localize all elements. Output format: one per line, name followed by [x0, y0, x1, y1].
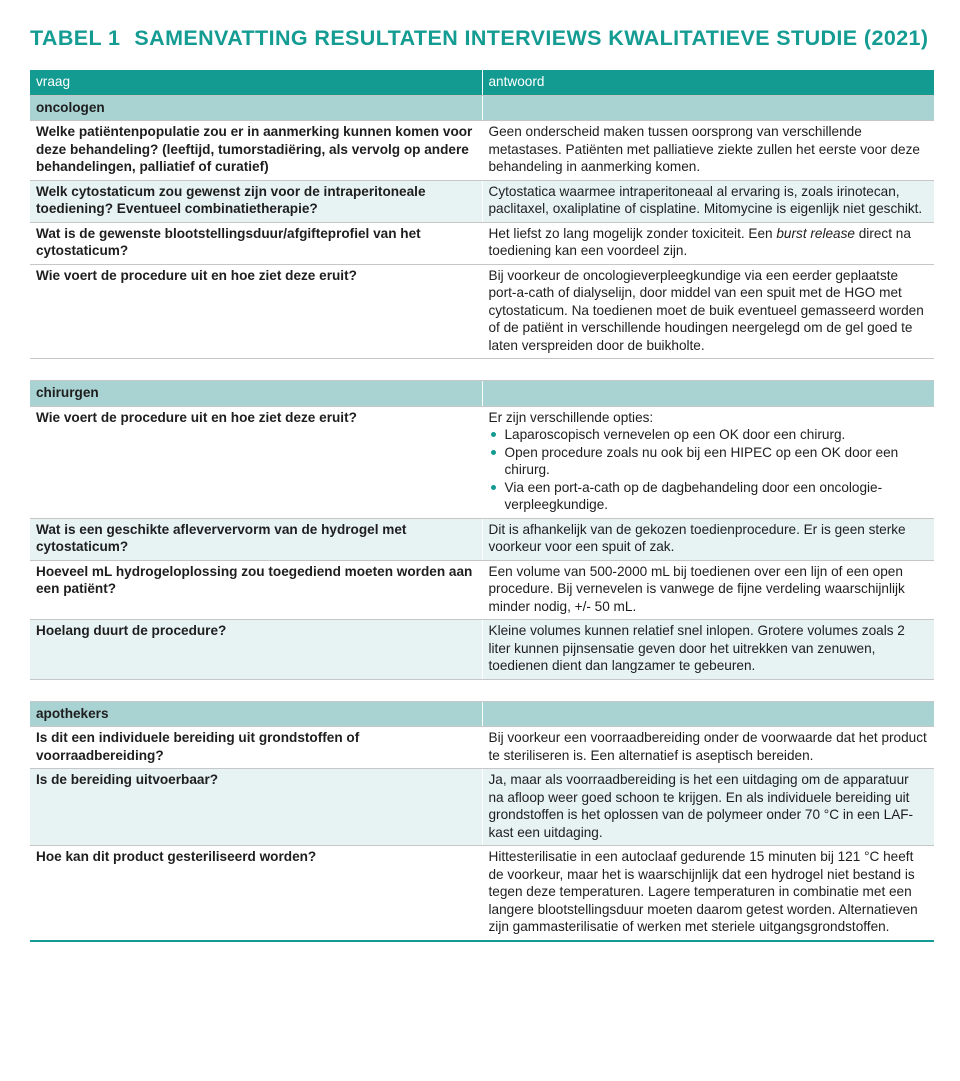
table-row [30, 846, 934, 941]
table-row [30, 264, 934, 359]
question-cell: Is de bereiding uitvoerbaar? [30, 769, 482, 846]
table-title [30, 26, 928, 51]
section-label: apothekers [30, 701, 482, 727]
table-row [30, 560, 934, 620]
section-label: chirurgen [30, 381, 482, 407]
question-cell: Wie voert de procedure uit en hoe ziet deze eruit? [30, 406, 482, 518]
table-row [30, 406, 934, 518]
question-cell: Welk cytostaticum zou gewenst zijn voor de intraperitoneale toediening? Eventueel combinatietherapie? [30, 180, 482, 222]
bullet-item: Open procedure zoals nu ook bij een HIPEC op een OK door een chirurg. [489, 444, 928, 479]
answer-cell: Bij voorkeur een voorraadbereiding onder de voorwaarde dat het product te steriliseren is. Een alternatief is aseptisch bereiden. [482, 727, 934, 769]
spacer-row [30, 359, 934, 381]
answer-cell: Bij voorkeur de oncologieverpleegkundige via een eerder geplaatste port-a-cath of dialyselijn, door middel van een spuit met de HGO met cytostaticum. Na toedienen moet de buik eventueel gemasseerd worden of de patiënt in verschillende houdingen neergelegd om de gel goed te laten verspreiden door de buikholte. [482, 264, 934, 359]
answer-cell: Kleine volumes kunnen relatief snel inlopen. Grotere volumes zoals 2 liter kunnen pijnsensatie geven door het uitrekken van zenuwen, toedienen dient dan langzamer te gebeuren. [482, 620, 934, 680]
section-row-oncologen [30, 95, 934, 121]
answer-intro: Er zijn verschillende opties: [488, 409, 654, 425]
answer-cell: Hittesterilisatie in een autoclaaf gedurende 15 minuten bij 121 °C heeft de voorkeur, maar het is waarschijnlijk dat een hydrogel niet bestand is tegen deze temperaturen. Lagere temperaturen in combinatie met een langere blootstellingsduur moeten daarom getest worden. Alternatieven zijn gammasterilisatie of werken met steriele uitgangsgrondstoffen. [482, 846, 934, 941]
spacer-row [30, 679, 934, 701]
header-question: vraag [30, 70, 482, 95]
question-cell: Hoe kan dit product gesteriliseerd worden? [30, 846, 482, 941]
question-cell: Is dit een individuele bereiding uit grondstoffen of voorraadbereiding? [30, 727, 482, 769]
answer-cell: Dit is afhankelijk van de gekozen toedienprocedure. Er is geen sterke voorkeur voor een spuit of zak. [482, 518, 934, 560]
table-row [30, 727, 934, 769]
results-table [30, 70, 934, 942]
table-title-text: SAMENVATTING RESULTATEN INTERVIEWS KWALITATIEVE STUDIE (2021) [134, 26, 929, 50]
answer-cell: Cytostatica waarmee intraperitoneaal al ervaring is, zoals irinotecan, paclitaxel, oxaliplatine of cisplatine. Mitomycine is eigenlijk niet geschikt. [482, 180, 934, 222]
question-cell: Hoelang duurt de procedure? [30, 620, 482, 680]
question-cell: Wie voert de procedure uit en hoe ziet deze eruit? [30, 264, 482, 359]
table-row [30, 620, 934, 680]
bullet-item: Laparoscopisch vernevelen op een OK door een chirurg. [489, 426, 928, 444]
question-cell: Hoeveel mL hydrogeloplossing zou toegediend moeten worden aan een patiënt? [30, 560, 482, 620]
section-row-apothekers [30, 701, 934, 727]
emphasis-term: burst release [776, 225, 855, 241]
answer-bullet-list [489, 426, 928, 514]
table-row [30, 121, 934, 181]
header-answer: antwoord [482, 70, 934, 95]
bullet-item: Via een port-a-cath op de dagbehandeling door een oncologie-verpleegkundige. [489, 479, 928, 514]
answer-cell: Geen onderscheid maken tussen oorsprong van verschillende metastases. Patiënten met palliatieve ziekte zullen het eerste voor deze behandeling in aanmerking komen. [482, 121, 934, 181]
section-label: oncologen [30, 95, 482, 121]
section-row-chirurgen [30, 381, 934, 407]
table-row [30, 769, 934, 846]
table-row [30, 180, 934, 222]
question-cell: Wat is de gewenste blootstellingsduur/afgifteprofiel van het cytostaticum? [30, 222, 482, 264]
table-header-row [30, 70, 934, 95]
table-row [30, 518, 934, 560]
answer-cell: Een volume van 500-2000 mL bij toedienen over een lijn of een open procedure. Bij vernevelen is vanwege de fijne verdeling waarschijnlijk minder nodig, +/- 50 mL. [482, 560, 934, 620]
table-row [30, 222, 934, 264]
question-cell: Wat is een geschikte afleververvorm van de hydrogel met cytostaticum? [30, 518, 482, 560]
answer-cell: Ja, maar als voorraadbereiding is het een uitdaging om de apparatuur na afloop weer goed schoon te krijgen. En als individuele bereiding uit grondstoffen is het oplossen van de polymeer onder 70 °C in een LAF-kast een uitdaging. [482, 769, 934, 846]
answer-cell: Het liefst zo lang mogelijk zonder toxiciteit. Een burst release direct na toediening kan een voordeel zijn. [482, 222, 934, 264]
question-cell: Welke patiëntenpopulatie zou er in aanmerking kunnen komen voor deze behandeling? (leeftijd, tumorstadiëring, als vervolg op andere behandelingen, palliatief of curatief) [30, 121, 482, 181]
answer-cell [482, 406, 934, 518]
table-number: TABEL 1 [30, 26, 121, 50]
